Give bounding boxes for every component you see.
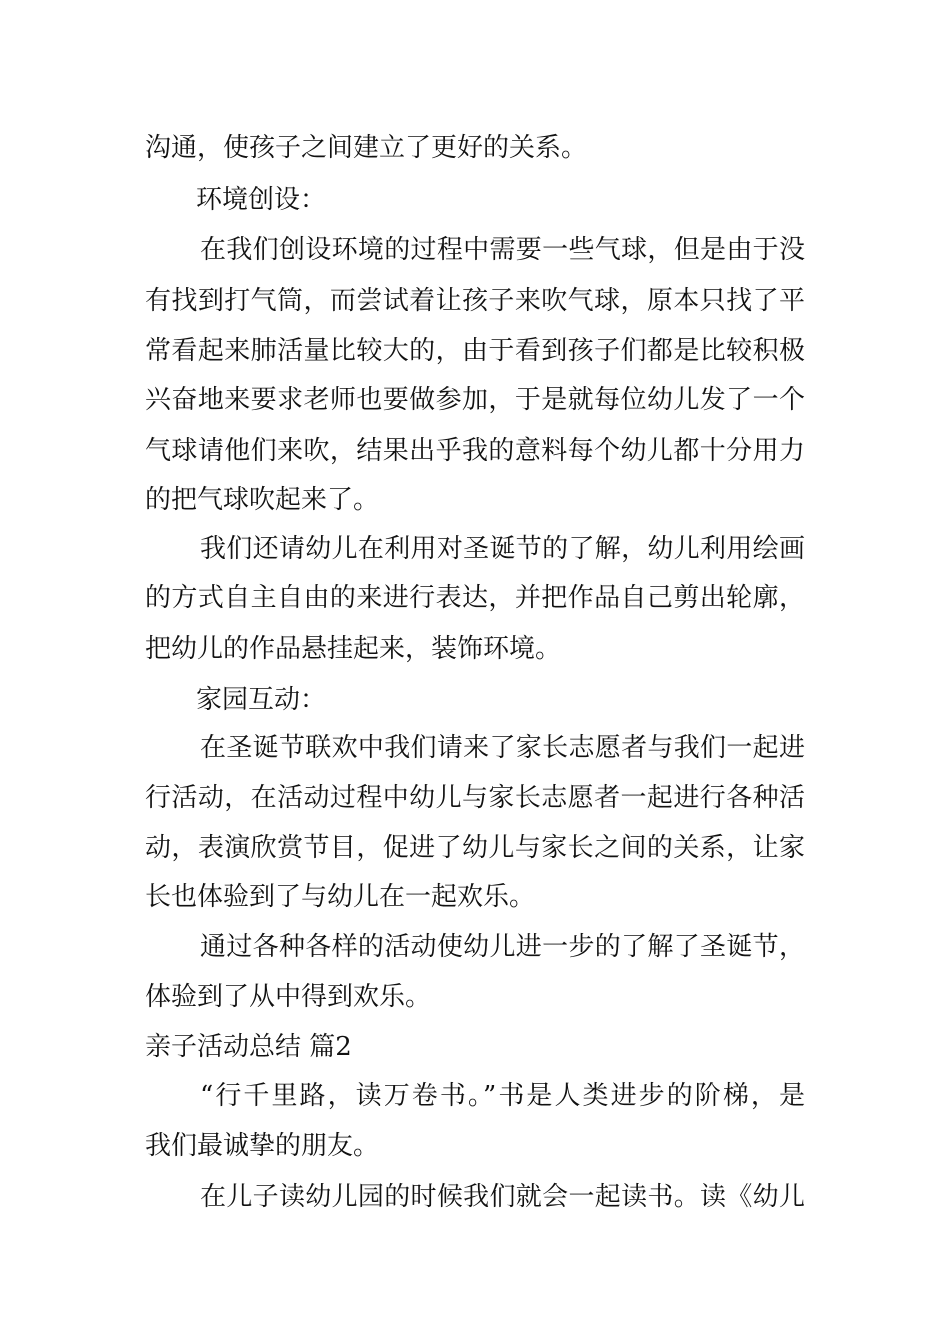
paragraph-line: 的把气球吹起来了。: [145, 485, 380, 515]
paragraph-line: 动，表演欣赏节目，促进了幼儿与家长之间的关系，让家: [145, 833, 805, 863]
paragraph-line: “行千里路，读万卷书。”书是人类进步的阶梯，是: [200, 1081, 805, 1111]
paragraph-line: 在儿子读幼儿园的时候我们就会一起读书。读《幼儿: [200, 1182, 805, 1212]
paragraph-line: 体验到了从中得到欢乐。: [145, 982, 432, 1012]
paragraph-line: 长也体验到了与幼儿在一起欢乐。: [145, 882, 536, 912]
paragraph-line: 把幼儿的作品悬挂起来，装饰环境。: [145, 634, 562, 664]
paragraph-line: 在我们创设环境的过程中需要一些气球，但是由于没: [200, 235, 805, 265]
paragraph-line: 有找到打气筒，而尝试着让孩子来吹气球，原本只找了平: [145, 286, 805, 316]
paragraph-line: 行活动，在活动过程中幼儿与家长志愿者一起进行各种活: [145, 783, 805, 813]
paragraph-line: 我们最诚挚的朋友。: [145, 1131, 380, 1161]
paragraph-line: 通过各种各样的活动使幼儿进一步的了解了圣诞节，: [200, 932, 805, 962]
paragraph-line: 兴奋地来要求老师也要做参加，于是就每位幼儿发了一个: [145, 385, 805, 415]
paragraph-line: 在圣诞节联欢中我们请来了家长志愿者与我们一起进: [200, 733, 805, 763]
paragraph-line: 气球请他们来吹，结果出乎我的意料每个幼儿都十分用力: [145, 436, 805, 466]
section-heading-environment: 环境创设：: [196, 185, 327, 215]
article-title: 亲子活动总结 篇2: [145, 1032, 352, 1062]
paragraph-line: 我们还请幼儿在利用对圣诞节的了解，幼儿利用绘画: [200, 534, 805, 564]
paragraph-line: 沟通，使孩子之间建立了更好的关系。: [145, 133, 588, 163]
section-heading-home-school: 家园互动：: [196, 685, 327, 715]
paragraph-line: 常看起来肺活量比较大的，由于看到孩子们都是比较积极: [145, 336, 805, 366]
paragraph-line: 的方式自主自由的来进行表达，并把作品自己剪出轮廓，: [145, 583, 805, 613]
